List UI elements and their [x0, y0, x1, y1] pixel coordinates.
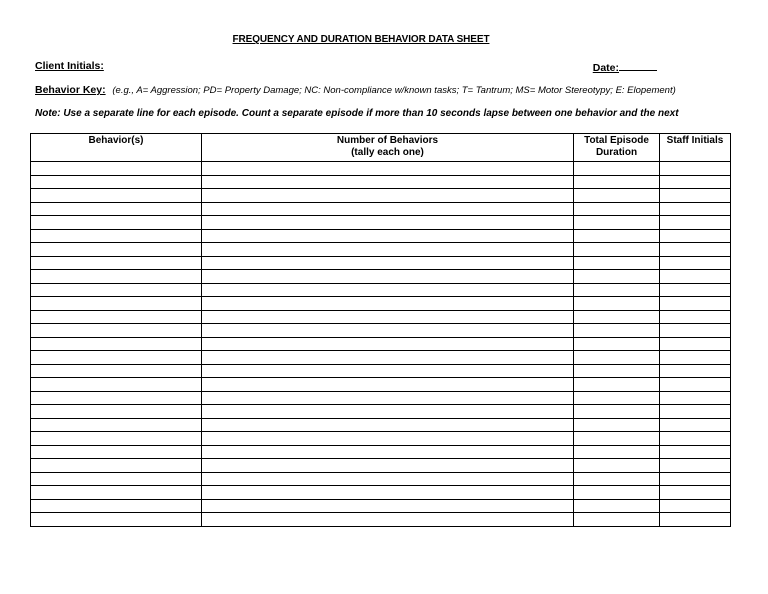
episode-note: Note: Use a separate line for each episode. Count a separate episode if more than 10 seconds lapse between one behavior and the next [35, 108, 679, 119]
header-total-episode-duration [574, 134, 660, 162]
table-row [31, 513, 731, 527]
table-row [31, 162, 731, 176]
behaviors-cell[interactable] [31, 432, 202, 446]
episode-duration-cell[interactable] [574, 283, 660, 297]
behaviors-cell[interactable] [31, 486, 202, 500]
number-of-behaviors-cell[interactable] [202, 459, 574, 473]
number-of-behaviors-cell[interactable] [202, 405, 574, 419]
staff-initials-cell[interactable] [660, 405, 731, 419]
behaviors-cell[interactable] [31, 256, 202, 270]
number-of-behaviors-cell[interactable] [202, 378, 574, 392]
staff-initials-cell[interactable] [660, 297, 731, 311]
number-of-behaviors-cell[interactable] [202, 499, 574, 513]
staff-initials-cell[interactable] [660, 229, 731, 243]
episode-duration-cell[interactable] [574, 432, 660, 446]
table-row [31, 243, 731, 257]
episode-duration-cell[interactable] [574, 337, 660, 351]
number-of-behaviors-cell[interactable] [202, 202, 574, 216]
behaviors-cell[interactable] [31, 364, 202, 378]
staff-initials-cell[interactable] [660, 513, 731, 527]
table-row [31, 459, 731, 473]
episode-duration-cell[interactable] [574, 445, 660, 459]
episode-duration-cell[interactable] [574, 499, 660, 513]
header-duration-line1: Total Episode [584, 135, 649, 146]
episode-duration-cell[interactable] [574, 378, 660, 392]
behaviors-cell[interactable] [31, 202, 202, 216]
staff-initials-cell[interactable] [660, 351, 731, 365]
staff-initials-cell[interactable] [660, 283, 731, 297]
episode-duration-cell[interactable] [574, 297, 660, 311]
staff-initials-cell[interactable] [660, 337, 731, 351]
table-row [31, 486, 731, 500]
behaviors-cell[interactable] [31, 283, 202, 297]
staff-initials-cell[interactable] [660, 364, 731, 378]
number-of-behaviors-cell[interactable] [202, 216, 574, 230]
client-initials-label: Client Initials: [35, 60, 104, 72]
behavior-key-text: (e.g., A= Aggression; PD= Property Damage; NC: Non-compliance w/known tasks; T= Tantrum; MS= Motor Stereotypy; E: Elopement) [112, 85, 676, 96]
table-row [31, 418, 731, 432]
behaviors-cell[interactable] [31, 445, 202, 459]
table-row [31, 324, 731, 338]
table-row [31, 391, 731, 405]
episode-duration-cell[interactable] [574, 513, 660, 527]
behaviors-cell[interactable] [31, 472, 202, 486]
staff-initials-cell[interactable] [660, 391, 731, 405]
number-of-behaviors-cell[interactable] [202, 270, 574, 284]
episode-duration-cell[interactable] [574, 364, 660, 378]
episode-duration-cell[interactable] [574, 202, 660, 216]
behaviors-cell[interactable] [31, 243, 202, 257]
staff-initials-cell[interactable] [660, 432, 731, 446]
staff-initials-cell[interactable] [660, 418, 731, 432]
episode-duration-cell[interactable] [574, 391, 660, 405]
episode-duration-cell[interactable] [574, 418, 660, 432]
table-row [31, 175, 731, 189]
episode-duration-cell[interactable] [574, 256, 660, 270]
staff-initials-cell[interactable] [660, 256, 731, 270]
behavior-data-table [30, 133, 731, 527]
table-row [31, 472, 731, 486]
table-row [31, 256, 731, 270]
number-of-behaviors-cell[interactable] [202, 486, 574, 500]
behaviors-cell[interactable] [31, 270, 202, 284]
episode-duration-cell[interactable] [574, 324, 660, 338]
table-row [31, 432, 731, 446]
behaviors-cell[interactable] [31, 337, 202, 351]
staff-initials-cell[interactable] [660, 243, 731, 257]
header-behaviors-label: Behavior(s) [88, 135, 144, 146]
number-of-behaviors-cell[interactable] [202, 337, 574, 351]
behaviors-cell[interactable] [31, 499, 202, 513]
date-label: Date: [592, 62, 619, 74]
episode-duration-cell[interactable] [574, 472, 660, 486]
episode-duration-cell[interactable] [574, 459, 660, 473]
episode-duration-cell[interactable] [574, 310, 660, 324]
page-title: FREQUENCY AND DURATION BEHAVIOR DATA SHEET [232, 34, 490, 45]
table-header-row [31, 134, 731, 162]
table-row [31, 364, 731, 378]
behaviors-cell[interactable] [31, 351, 202, 365]
episode-duration-cell[interactable] [574, 270, 660, 284]
staff-initials-cell[interactable] [660, 202, 731, 216]
number-of-behaviors-cell[interactable] [202, 256, 574, 270]
header-number-line1: Number of Behaviors [336, 135, 439, 146]
number-of-behaviors-cell[interactable] [202, 162, 574, 176]
table-row [31, 351, 731, 365]
table-row [31, 283, 731, 297]
behaviors-cell[interactable] [31, 459, 202, 473]
behaviors-cell[interactable] [31, 310, 202, 324]
client-date-line [35, 60, 657, 72]
staff-initials-cell[interactable] [660, 324, 731, 338]
staff-initials-cell[interactable] [660, 445, 731, 459]
staff-initials-cell[interactable] [660, 162, 731, 176]
number-of-behaviors-cell[interactable] [202, 513, 574, 527]
behavior-key-line [35, 84, 676, 96]
staff-initials-cell[interactable] [660, 378, 731, 392]
episode-duration-cell[interactable] [574, 189, 660, 203]
behaviors-cell[interactable] [31, 391, 202, 405]
staff-initials-cell[interactable] [660, 472, 731, 486]
staff-initials-cell[interactable] [660, 216, 731, 230]
table-row [31, 337, 731, 351]
number-of-behaviors-cell[interactable] [202, 445, 574, 459]
behaviors-cell[interactable] [31, 162, 202, 176]
table-row [31, 378, 731, 392]
episode-duration-cell[interactable] [574, 175, 660, 189]
behaviors-cell[interactable] [31, 324, 202, 338]
number-of-behaviors-cell[interactable] [202, 351, 574, 365]
staff-initials-cell[interactable] [660, 175, 731, 189]
table-row [31, 297, 731, 311]
number-of-behaviors-cell[interactable] [202, 283, 574, 297]
date-blank-line[interactable] [619, 60, 657, 71]
staff-initials-cell[interactable] [660, 499, 731, 513]
header-duration-line2: Duration [595, 147, 638, 158]
header-number-line2: (tally each one) [351, 147, 424, 158]
behaviors-cell[interactable] [31, 216, 202, 230]
header-behaviors [31, 134, 202, 162]
number-of-behaviors-cell[interactable] [202, 310, 574, 324]
episode-duration-cell[interactable] [574, 351, 660, 365]
table-row [31, 229, 731, 243]
number-of-behaviors-cell[interactable] [202, 175, 574, 189]
staff-initials-cell[interactable] [660, 459, 731, 473]
episode-duration-cell[interactable] [574, 162, 660, 176]
staff-initials-cell[interactable] [660, 486, 731, 500]
number-of-behaviors-cell[interactable] [202, 243, 574, 257]
behaviors-cell[interactable] [31, 378, 202, 392]
header-staff-initials [660, 134, 731, 162]
behavior-key-label: Behavior Key: [35, 84, 106, 96]
behaviors-cell[interactable] [31, 175, 202, 189]
number-of-behaviors-cell[interactable] [202, 432, 574, 446]
number-of-behaviors-cell[interactable] [202, 472, 574, 486]
number-of-behaviors-cell[interactable] [202, 229, 574, 243]
behaviors-cell[interactable] [31, 405, 202, 419]
number-of-behaviors-cell[interactable] [202, 324, 574, 338]
staff-initials-cell[interactable] [660, 270, 731, 284]
table-row [31, 445, 731, 459]
table-row [31, 405, 731, 419]
episode-duration-cell[interactable] [574, 229, 660, 243]
header-number-of-behaviors [202, 134, 574, 162]
table-row [31, 270, 731, 284]
number-of-behaviors-cell[interactable] [202, 364, 574, 378]
date-field [593, 60, 657, 74]
episode-duration-cell[interactable] [574, 486, 660, 500]
behaviors-cell[interactable] [31, 297, 202, 311]
behaviors-cell[interactable] [31, 513, 202, 527]
behaviors-cell[interactable] [31, 418, 202, 432]
episode-duration-cell[interactable] [574, 405, 660, 419]
table-row [31, 216, 731, 230]
table-body [31, 162, 731, 527]
header-staff-label: Staff Initials [666, 135, 724, 146]
number-of-behaviors-cell[interactable] [202, 189, 574, 203]
behaviors-cell[interactable] [31, 229, 202, 243]
table-row [31, 189, 731, 203]
table-row [31, 310, 731, 324]
staff-initials-cell[interactable] [660, 310, 731, 324]
staff-initials-cell[interactable] [660, 189, 731, 203]
episode-duration-cell[interactable] [574, 216, 660, 230]
number-of-behaviors-cell[interactable] [202, 391, 574, 405]
behaviors-cell[interactable] [31, 189, 202, 203]
number-of-behaviors-cell[interactable] [202, 297, 574, 311]
episode-duration-cell[interactable] [574, 243, 660, 257]
table-row [31, 202, 731, 216]
number-of-behaviors-cell[interactable] [202, 418, 574, 432]
table-row [31, 499, 731, 513]
